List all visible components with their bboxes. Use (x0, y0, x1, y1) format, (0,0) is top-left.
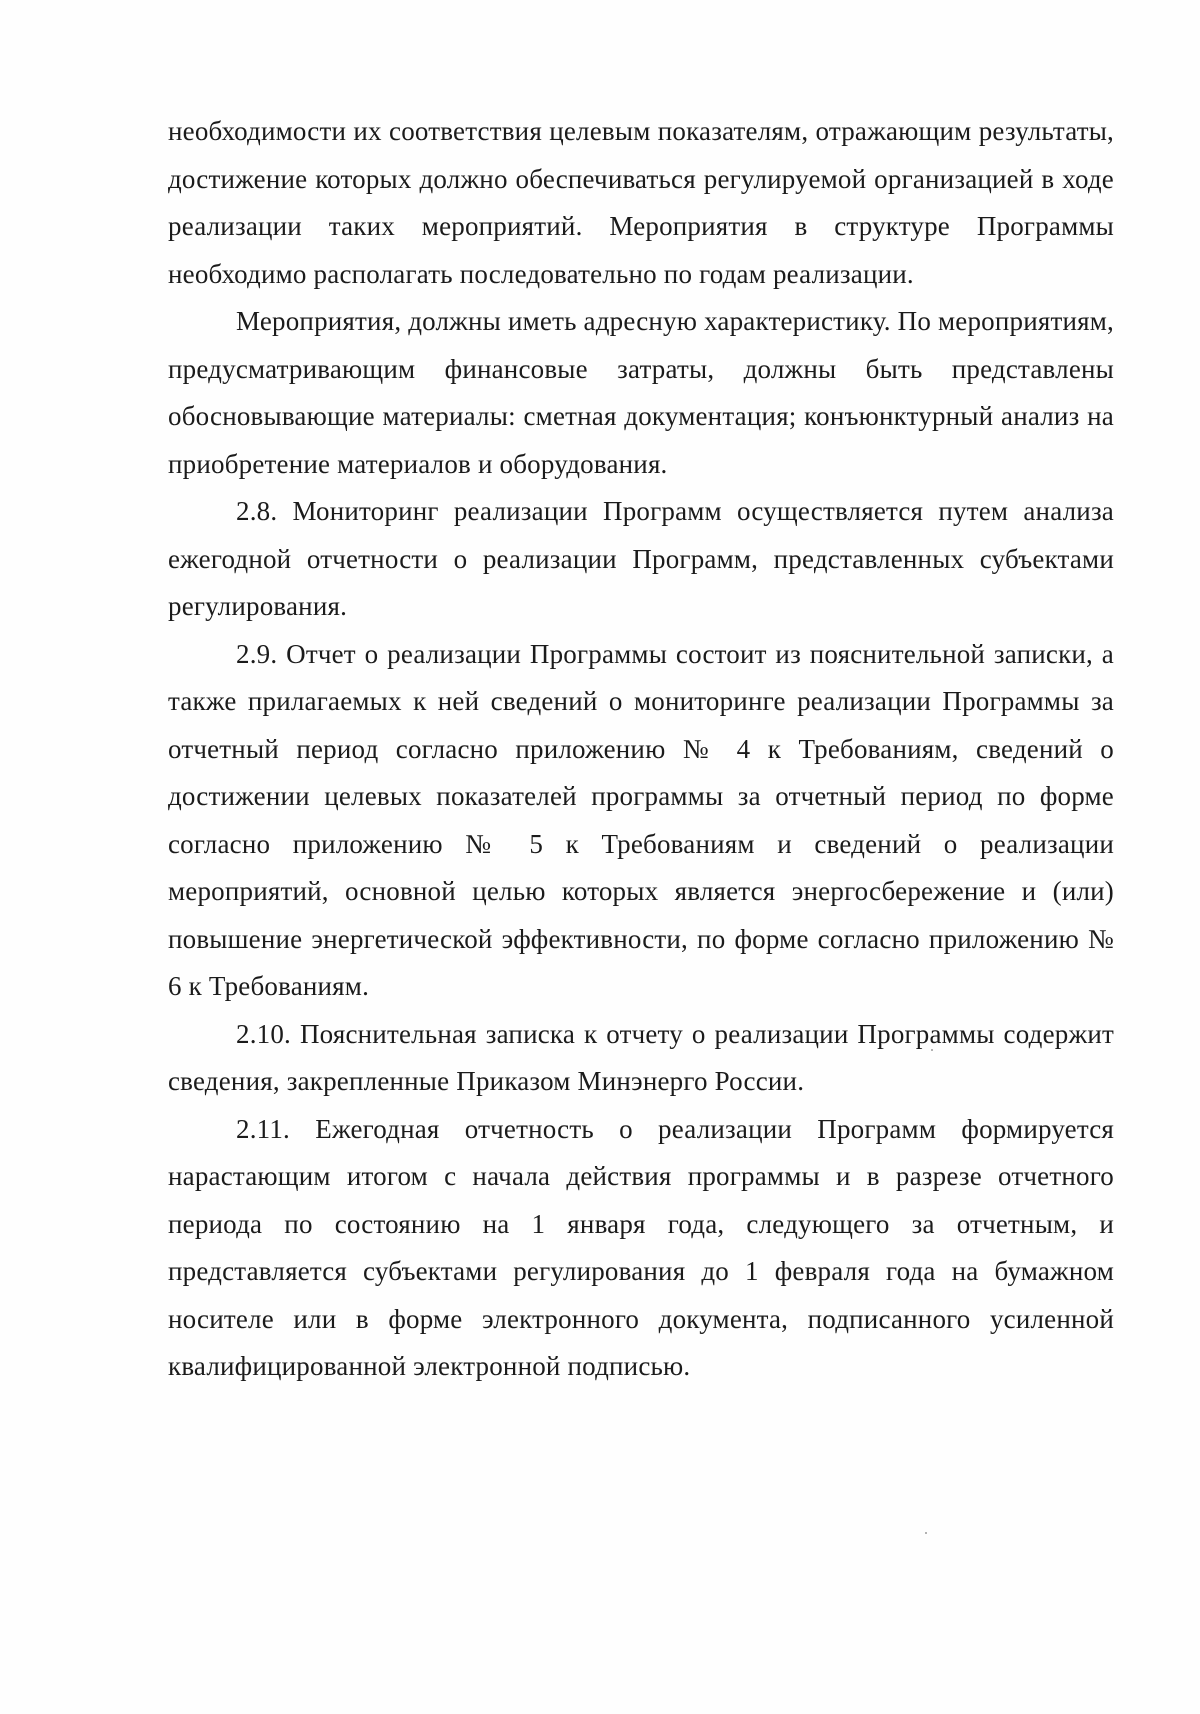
paragraph-measures: Мероприятия, должны иметь адресную характеристику. По мероприятиям, предусматривающим финансовые затраты, должны быть представлены обосновывающие материалы: сметная документация; конъюнктурный анализ на приобретение материалов и оборудования. (168, 306, 1114, 479)
paragraph-2-8: 2.8. Мониторинг реализации Программ осуществляется путем анализа ежегодной отчетности о реализации Программ, представленных субъектами регулирования. (168, 496, 1114, 621)
document-body (168, 108, 1114, 1391)
paragraph-2-10: 2.10. Пояснительная записка к отчету о реализации Программы содержит сведения, закрепленные Приказом Минэнерго России. (168, 1018, 1114, 1096)
scan-speck (925, 1532, 927, 1534)
paragraph-2-9: 2.9. Отчет о реализации Программы состоит из пояснительной записки, а также прилагаемых к ней сведений о мониторинге реализации Программы за отчетный период согласно приложению № 4 к Требованиям, сведений о достижении целевых показателей программы за отчетный период по форме согласно приложению № 5 к Требованиям и сведений о реализации мероприятий, основной целью которых является энергосбережение и (или) повышение энергетической эффективности, по форме согласно приложению № 6 к Требованиям. (168, 638, 1114, 1001)
paragraph-2-11: 2.11. Ежегодная отчетность о реализации Программ формируется нарастающим итогом с начала действия программы и в разрезе отчетного периода по состоянию на 1 января года, следующего за отчетным, и представляется субъектами регулирования до 1 февраля года на бумажном носителе или в форме электронного документа, подписанного усиленной квалифицированной электронной подписью. (168, 1113, 1114, 1381)
paragraph-continuation: необходимости их соответствия целевым показателям, отражающим результаты, достижение которых должно обеспечиваться регулируемой организацией в ходе реализации таких мероприятий. Мероприятия в структуре Программы необходимо располагать последовательно по годам реализации. (168, 116, 1114, 289)
scan-speck (931, 1049, 933, 1051)
